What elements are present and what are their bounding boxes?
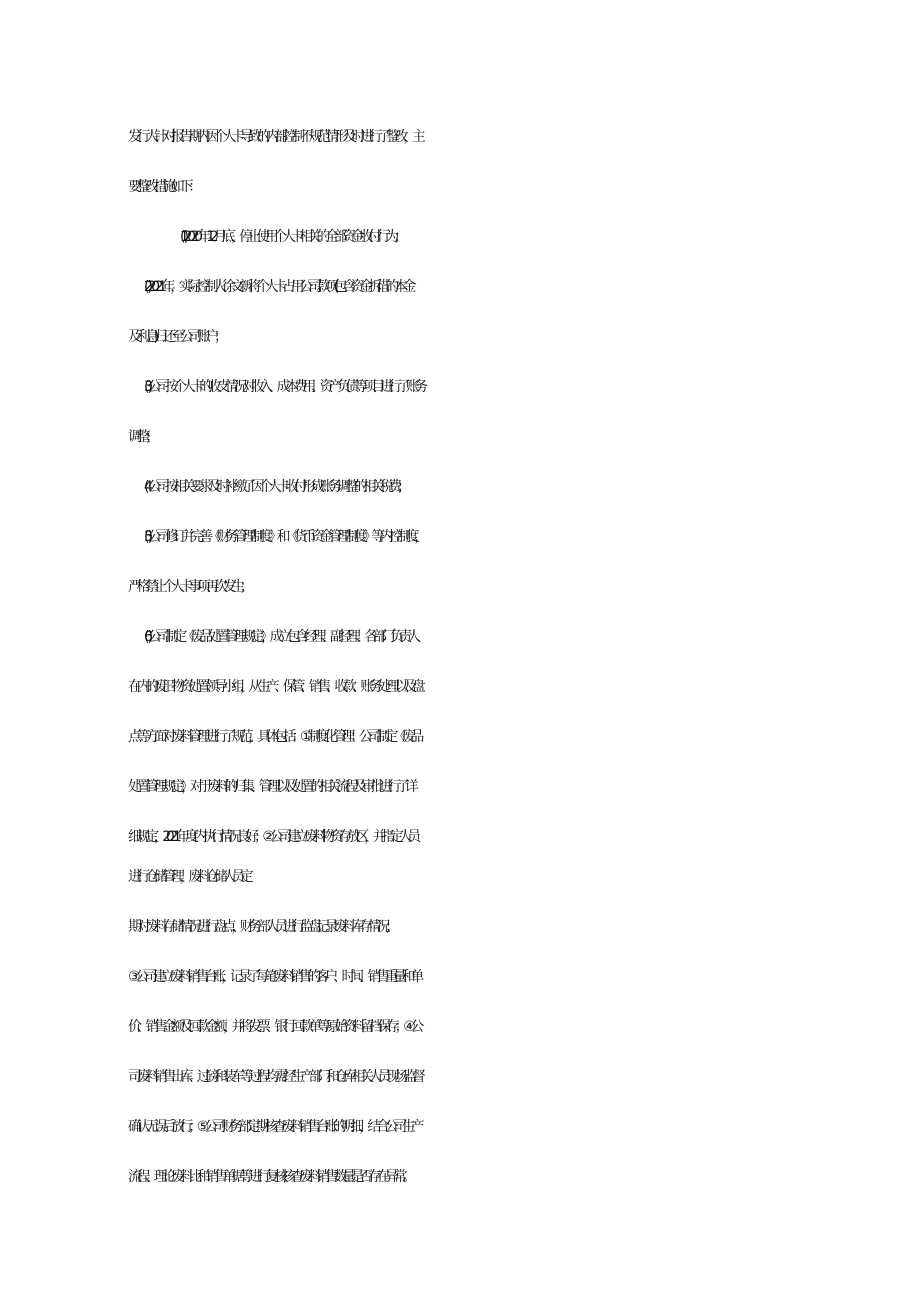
text-line: 要整改措施如下：: [128, 179, 197, 195]
text-line: 期对废料存储情况进行盘点，财务部人员进行监盘,记录废料库存情况；: [128, 919, 394, 935]
text-line: (1)2020年12月底，停止使用个人卡相关的全部资金收付行为；: [180, 229, 403, 245]
text-line: (4公司按相关要求及时补缴了因个人卡收付形成账务调整的相关税费；: [144, 479, 406, 495]
text-line: 确认无误后放行；⑤公司财务部定期核查废料销售台账的明细，结合公司生产: [128, 1119, 419, 1135]
text-line: 发行人针对报告期内因个人卡导致的内部控制不规范情形及时进行了整改，主: [128, 129, 421, 145]
text-line: 流程、理论废料比和销售单据等进行复核,核查废料销售数量是否存在异常。: [128, 1169, 411, 1185]
text-line: 及利息)归还至公司账户；: [128, 329, 223, 345]
text-line: ③公司建立废料销售台账，记录了每笔废料销售的客户、时间、销售重量和单: [128, 969, 419, 985]
text-line: 细规定，2021年度内执行情况良好；②公司建立废料物资存放区，并指定人员: [128, 829, 416, 845]
text-line: 严格禁止个人卡事项再次发生；: [128, 579, 249, 595]
text-line: 司废料销售出库、过磅和装车等过程均需经生产部门和仓库相关人员现场监督: [128, 1069, 421, 1085]
text-line: 价、销售金额及回款金额，并将发票、银行回款单等原始资料留档保存；④公: [128, 1019, 419, 1035]
text-line: 进行仓储管理，废料仓储人员定: [128, 869, 249, 885]
text-line: (6)公司制定《废品处置管理规定》，成立包含经理、副经理、各部门负责人: [144, 629, 416, 645]
text-line: 处置管理规定》，对于废料的归集、管理以及处置的相关流程及审批进行了详: [128, 779, 414, 795]
text-line: 在内的废旧物资处置领导小组，从生产、保管、销售、收款、账务处理以及盘: [128, 679, 421, 695]
text-line: (5)公司修订并完善《财务管理制度》和《货币资金管理制度》等内控制度，: [144, 529, 423, 545]
text-line: 调整；: [128, 429, 154, 445]
text-line: 点等方面对废料管理进行了规范，具体包括：①制度化管理：公司制定《废品: [128, 729, 419, 745]
text-line: (2)2021年，实际控制人徐文新将个人卡占用公司款项(包含资金拆借的本金: [144, 279, 412, 295]
text-line: (3)公司按个人卡的收支情况对收入、成本费用、资产负债等项目进行了账务: [144, 379, 423, 395]
